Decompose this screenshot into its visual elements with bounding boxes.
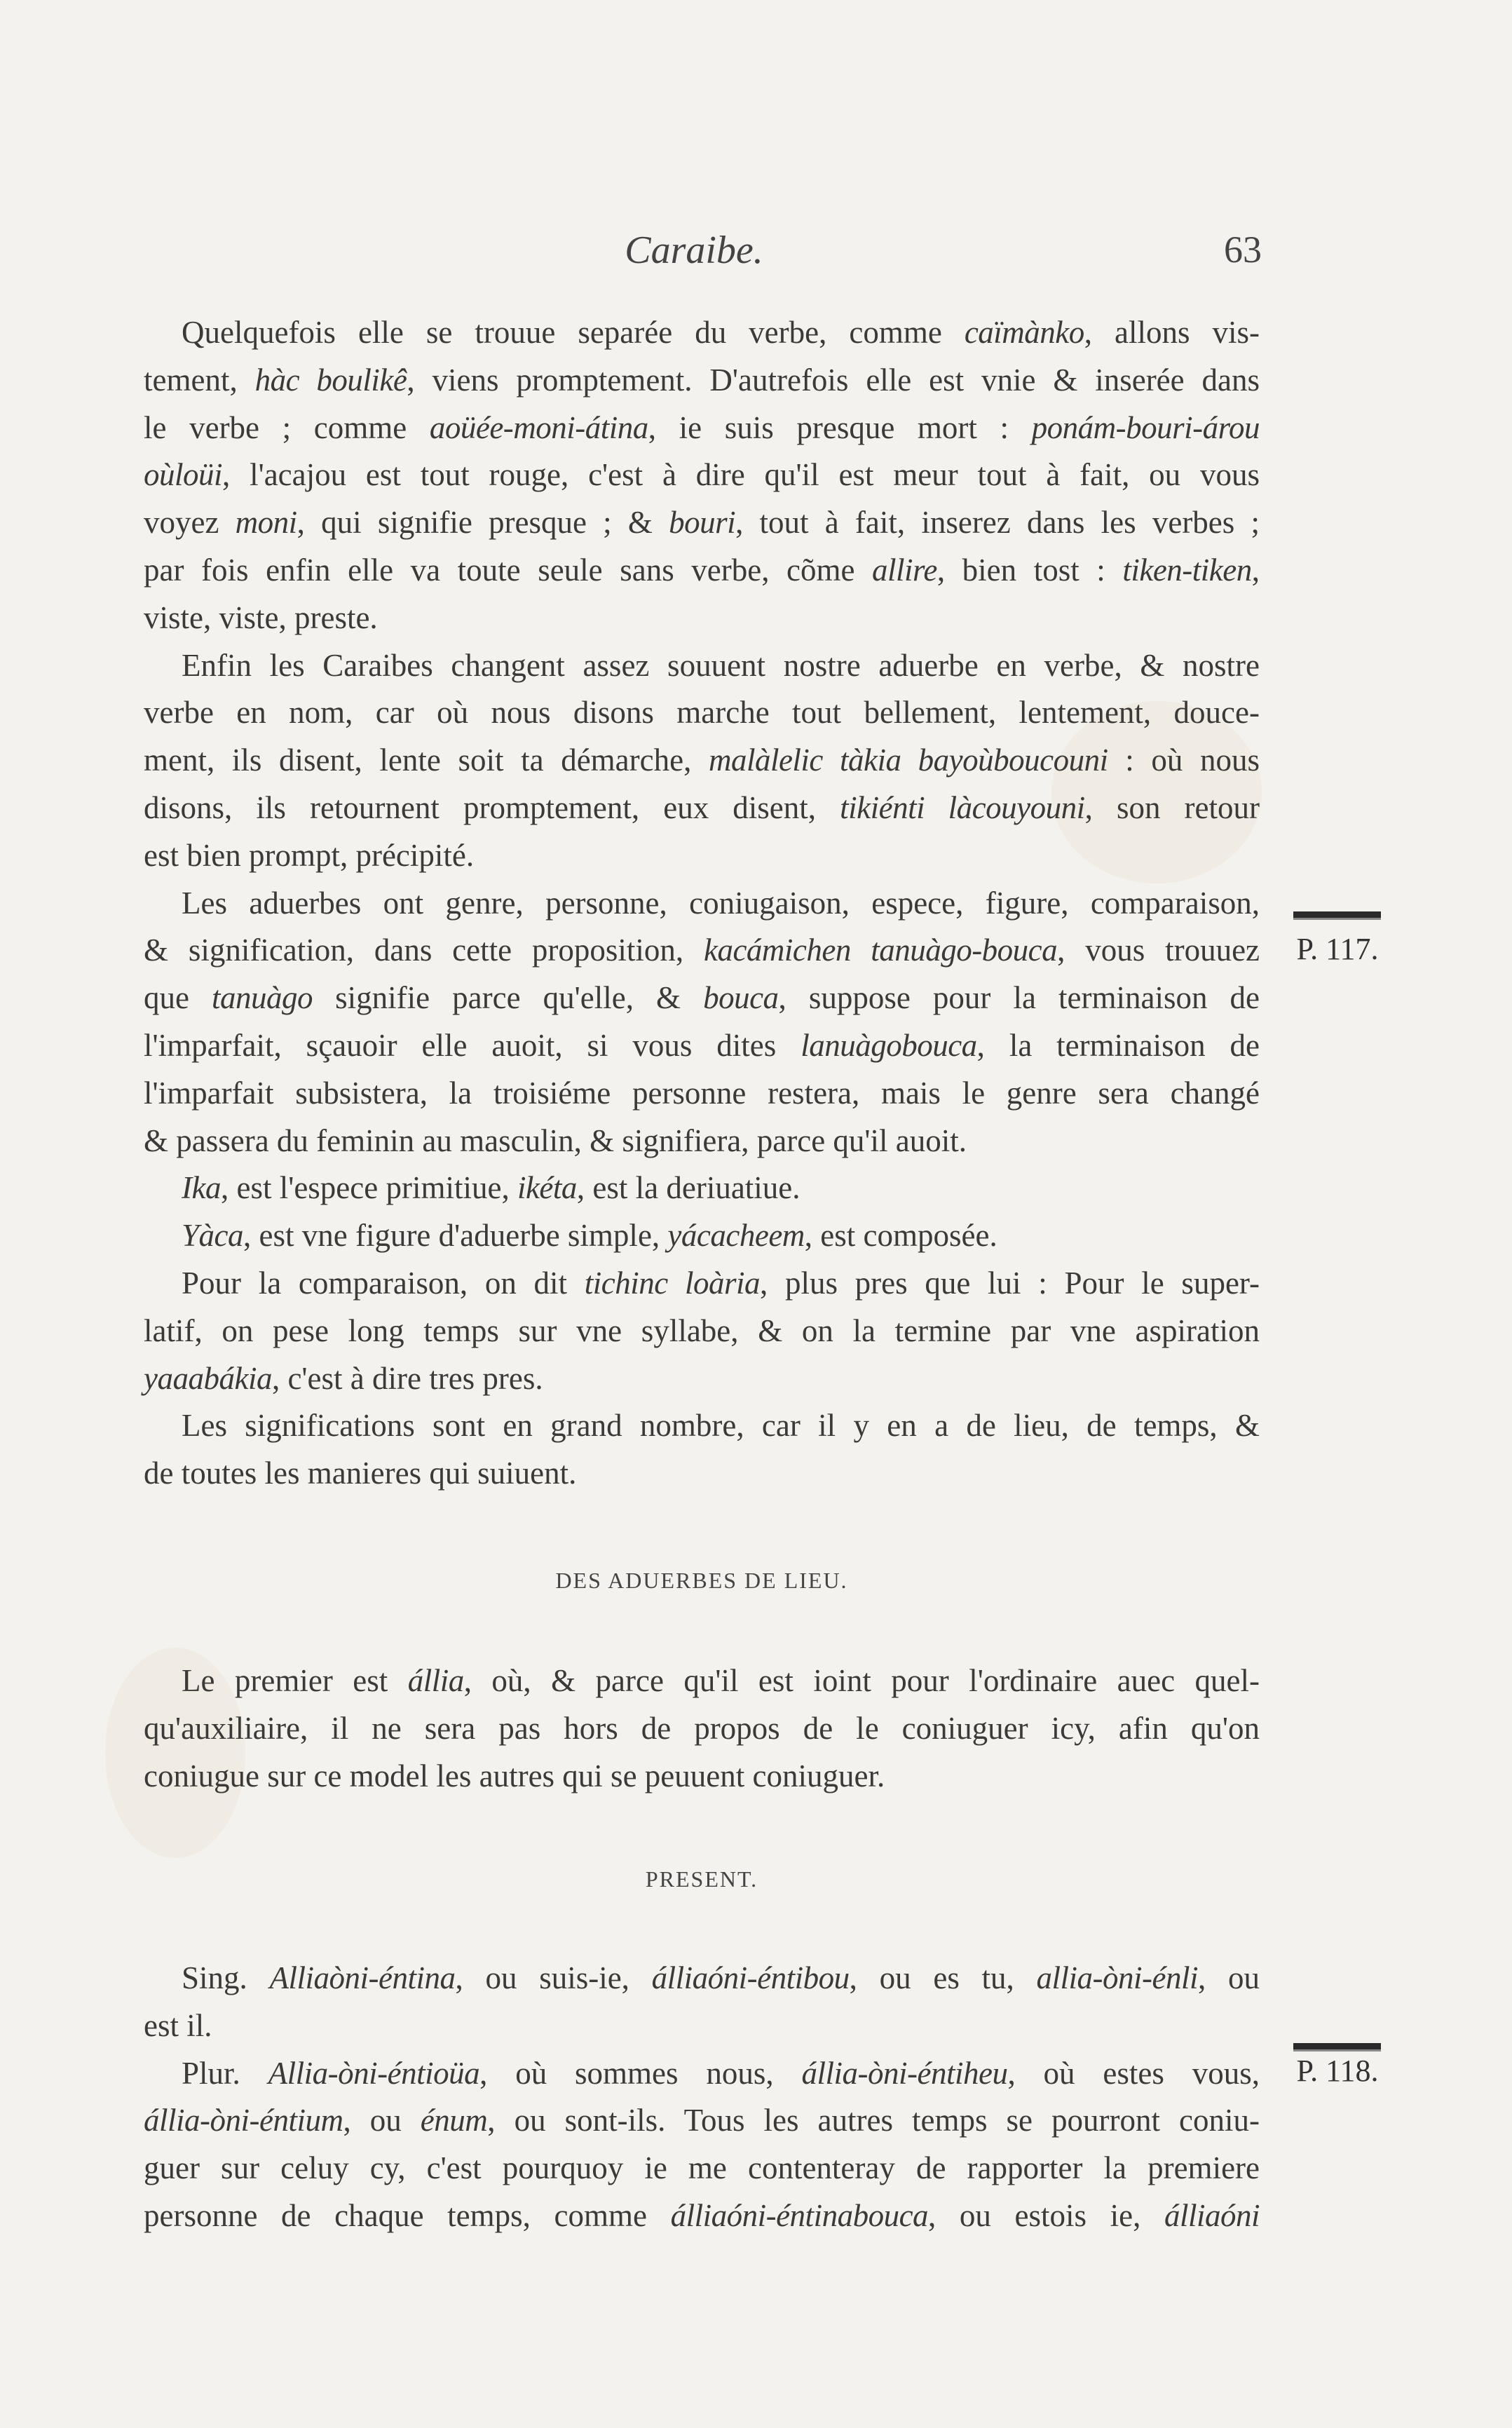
carib-term: malàlelic tàkia bayoùboucouni (708, 742, 1108, 778)
carib-term: álliaóni-éntibou (651, 1960, 850, 1995)
carib-term: kacámichen tanuàgo-bouca (703, 932, 1058, 968)
text-run: , l'acajou est tout rouge, c'est à dire qu'il est meur tout à fait, ou vous (222, 457, 1260, 493)
text-run: , vous trouuez (1057, 932, 1260, 968)
carib-term: allia-òni-énli (1036, 1960, 1199, 1995)
carib-term: yaaabákia (144, 1360, 272, 1396)
text-run: , la terminaison de (976, 1027, 1260, 1063)
margin-rule (1293, 911, 1381, 920)
text-run: , tout à fait, inserez dans les verbes ; (735, 505, 1260, 541)
text-line (144, 1070, 1260, 1118)
paragraph (144, 309, 1260, 642)
text-run: Sing. (182, 1960, 270, 1995)
carib-term: oùloüi (144, 457, 223, 493)
text-line (144, 832, 1260, 880)
text-run: , bien tost : (937, 552, 1123, 588)
paragraph (144, 880, 1260, 1165)
carib-term: énum (420, 2103, 488, 2138)
text-line (144, 452, 1260, 499)
text-line (144, 1355, 1260, 1403)
text-run: tement, (144, 362, 255, 398)
text-run: Quelquefois elle se trouue separée du verbe, comme (182, 315, 965, 350)
carib-term: moni (235, 505, 297, 541)
text-line (144, 1705, 1260, 1753)
text-line (144, 595, 1260, 642)
carib-term: yácacheem (667, 1218, 805, 1254)
text-run: Plur. (182, 2055, 268, 2091)
carib-term: álliaóni (1164, 2197, 1260, 2233)
carib-term: bouri (669, 505, 736, 541)
text-run: & signification, dans cette proposition, (144, 932, 704, 968)
text-line (144, 2145, 1260, 2192)
text-run: est bien prompt, précipité. (144, 837, 475, 873)
text-run: , qui signifie presque ; & (297, 505, 669, 541)
paragraph (144, 2050, 1260, 2240)
text-line (144, 975, 1260, 1022)
carib-term: bouca (703, 980, 779, 1016)
text-line (144, 405, 1260, 452)
text-run: l'imparfait subsistera, la troisiéme personne restera, mais le genre sera changé (144, 1075, 1260, 1111)
carib-term: tikiénti làcouyouni (840, 789, 1085, 825)
text-line (144, 1212, 1260, 1260)
carib-term: Ika (182, 1170, 221, 1206)
text-run: & passera du feminin au masculin, & signifiera, parce qu'il auoit. (144, 1123, 967, 1158)
text-run: , suppose pour la terminaison de (778, 980, 1260, 1016)
text-run: , plus pres que lui : Pour le super- (759, 1265, 1260, 1301)
body-section-3 (144, 1955, 1260, 2240)
text-line (144, 880, 1260, 928)
text-line (144, 1753, 1260, 1800)
text-run: signifie parce qu'elle, & (313, 980, 704, 1016)
text-line (144, 1165, 1260, 1212)
text-run: , où estes vous, (1007, 2055, 1260, 2091)
text-run: , est la deriuatiue. (576, 1170, 801, 1206)
text-line (144, 1260, 1260, 1308)
carib-term: álliaóni-éntinabouca (670, 2197, 929, 2233)
carib-term: tiken-tiken (1122, 552, 1252, 588)
carib-term: ikéta (517, 1170, 577, 1206)
text-line (144, 1955, 1260, 2002)
text-run: : où nous (1108, 742, 1260, 778)
text-run: que (144, 980, 212, 1016)
text-line (144, 737, 1260, 785)
text-run: Le premier est (182, 1663, 408, 1698)
text-run: de toutes les manieres qui suiuent. (144, 1456, 577, 1491)
carib-term: Allia-òni-éntioüa (268, 2055, 480, 2091)
carib-term: caïmànko (964, 315, 1084, 350)
text-run: , est vne figure d'aduerbe simple, (243, 1218, 668, 1254)
text-run: , viens promptement. D'autrefois elle est vnie & inserée dans (407, 362, 1260, 398)
text-line (144, 357, 1260, 405)
text-line (144, 785, 1260, 832)
carib-term: lanuàgobouca (801, 1027, 977, 1063)
text-line (144, 1402, 1260, 1450)
carib-term: allire (872, 552, 937, 588)
page-number: 63 (1224, 229, 1262, 271)
text-line (144, 689, 1260, 737)
text-line (144, 2002, 1260, 2050)
carib-term: tanuàgo (212, 980, 313, 1016)
carib-term: tichinc loària (584, 1265, 760, 1301)
text-line (144, 2050, 1260, 2098)
text-run: Les significations sont en grand nombre, car il y en a de lieu, de temps, & (182, 1408, 1260, 1444)
paragraph (144, 1212, 1260, 1260)
text-run: latif, on pese long temps sur vne syllabe, & on la termine par vne aspiration (144, 1313, 1260, 1348)
text-line (144, 927, 1260, 975)
text-run: , son retour (1084, 789, 1260, 825)
text-run: , c'est à dire tres pres. (271, 1360, 543, 1396)
text-run: viste, viste, preste. (144, 599, 378, 635)
text-run: , (1251, 552, 1260, 588)
margin-rule (1293, 2043, 1381, 2051)
margin-note-p118: P. 118. (1296, 2054, 1379, 2088)
paragraph (144, 1657, 1260, 1800)
text-run: , ou es tu, (849, 1960, 1037, 1995)
paragraph (144, 1955, 1260, 2050)
text-run: personne de chaque temps, comme (144, 2197, 671, 2233)
body-section-2 (144, 1657, 1260, 1800)
text-run: coniugue sur ce model les autres qui se peuuent coniuguer. (144, 1758, 885, 1793)
running-title: Caraibe. (625, 229, 763, 272)
text-run: , est l'espece primitiue, (220, 1170, 517, 1206)
text-run: , allons vis- (1084, 315, 1260, 350)
text-line (144, 309, 1260, 357)
text-run: guer sur celuy cy, c'est pourquoy ie me contenteray de rapporter la premiere (144, 2150, 1260, 2186)
carib-term: ponám-bouri-árou (1031, 409, 1260, 445)
text-line (144, 1450, 1260, 1498)
text-run: , ie suis presque mort : (648, 409, 1032, 445)
carib-term: állia-òni-éntium (144, 2103, 343, 2138)
paragraph (144, 642, 1260, 880)
text-line (144, 2192, 1260, 2240)
text-run: , où sommes nous, (479, 2055, 802, 2091)
text-line (144, 1657, 1260, 1705)
text-run: verbe en nom, car où nous disons marche tout bellement, lentement, douce- (144, 695, 1260, 731)
carib-term: állia-òni-éntiheu (801, 2055, 1008, 2091)
text-line (144, 1308, 1260, 1355)
text-run: ment, ils disent, lente soit ta démarche, (144, 742, 709, 778)
text-run: Enfin les Caraibes changent assez souuent nostre aduerbe en verbe, & nostre (182, 647, 1260, 683)
text-line (144, 547, 1260, 595)
carib-term: állia (407, 1663, 464, 1698)
text-run: est il. (144, 2007, 212, 2043)
carib-term: Alliaòni-éntina (269, 1960, 456, 1995)
text-line (144, 499, 1260, 547)
text-run: Les aduerbes ont genre, personne, coniugaison, espece, figure, comparaison, (182, 885, 1260, 921)
text-run: , ou (1198, 1960, 1260, 1995)
text-run: qu'auxiliaire, il ne sera pas hors de propos de le coniuguer icy, afin qu'on (144, 1710, 1260, 1746)
body-section-1 (144, 309, 1260, 1498)
text-run: , ou (343, 2103, 421, 2138)
text-run: l'imparfait, sçauoir elle auoit, si vous dites (144, 1027, 801, 1063)
carib-term: Yàca (182, 1218, 243, 1254)
text-line (144, 642, 1260, 690)
text-run: , ou sont-ils. Tous les autres temps se pourront coniu- (487, 2103, 1260, 2138)
text-run: , où, & parce qu'il est ioint pour l'ordinaire auec quel- (463, 1663, 1260, 1698)
carib-term: aoüée-moni-átina (429, 409, 648, 445)
text-line (144, 1118, 1260, 1165)
text-run: voyez (144, 505, 236, 541)
carib-term: hàc boulikê (254, 362, 407, 398)
section-heading-present: PRESENT. (645, 1866, 758, 1892)
paragraph (144, 1402, 1260, 1498)
paragraph (144, 1165, 1260, 1212)
section-heading-adverbes-de-lieu: DES ADUERBES DE LIEU. (555, 1568, 848, 1593)
margin-note-p117: P. 117. (1296, 932, 1379, 966)
text-run: Pour la comparaison, on dit (182, 1265, 585, 1301)
text-line (144, 2097, 1260, 2145)
text-run: par fois enfin elle va toute seule sans verbe, cõme (144, 552, 873, 588)
text-run: , est composée. (804, 1218, 997, 1254)
text-run: le verbe ; comme (144, 409, 430, 445)
paragraph (144, 1260, 1260, 1402)
text-run: , ou estois ie, (928, 2197, 1164, 2233)
text-line (144, 1022, 1260, 1070)
text-run: , ou suis-ie, (455, 1960, 652, 1995)
text-run: disons, ils retournent promptement, eux disent, (144, 789, 840, 825)
